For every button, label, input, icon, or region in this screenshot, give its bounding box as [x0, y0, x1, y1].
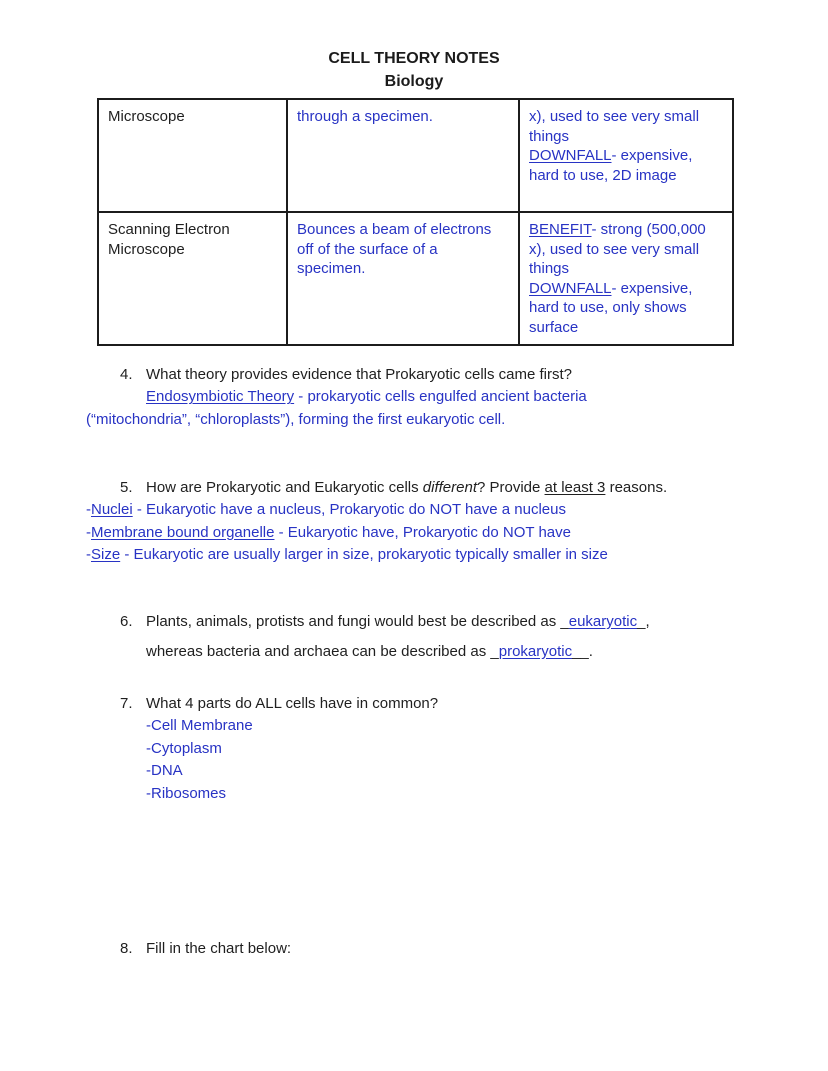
question-5-number: 5. — [120, 479, 133, 496]
table-row-microscope — [98, 99, 733, 212]
question-4-number: 4. — [120, 366, 133, 383]
question-8-text: Fill in the chart below: — [146, 940, 292, 957]
q5-answer-3 — [86, 544, 792, 566]
question-4-line — [86, 364, 792, 386]
microscope-table — [97, 98, 734, 346]
q6-line2-blank-right: __ — [572, 643, 589, 660]
q5-answer-2-dash: - — [86, 523, 91, 541]
q5-answer-1-rest: - Eukaryotic have a nucleus, Prokaryotic do NOT have a nucleus — [132, 501, 566, 519]
q4-answer-line2-text: (“mitochondria”, “chloroplasts”), forming the first eukaryotic cell. — [86, 410, 506, 428]
q5-answer-3-term: Size — [91, 546, 121, 564]
doc-title: CELL THEORY NOTES — [328, 50, 500, 67]
q6-line1-answer: eukaryotic — [568, 613, 638, 630]
q5-text-italic: different — [422, 479, 477, 496]
question-6 — [86, 607, 792, 667]
question-4-answer-line2 — [86, 409, 792, 431]
question-6-line1 — [86, 607, 792, 637]
title-block — [0, 47, 828, 93]
q6-line2-end: . — [588, 643, 593, 660]
sem-downfall-line — [529, 279, 723, 338]
cell-microscope-function — [287, 99, 519, 212]
downfall-text: - expensive, hard to use, 2D image — [529, 147, 693, 184]
q7-answer-3: -DNA — [146, 762, 183, 780]
q5-text-2: ? Provide — [476, 479, 545, 496]
question-4-answer-line1 — [86, 386, 792, 408]
question-7-line — [86, 693, 792, 715]
cell-microscope-notes — [519, 99, 733, 212]
q6-line1-blank-left: _ — [560, 613, 569, 630]
sem-benefit-line — [529, 220, 723, 279]
q5-answer-1-term: Nuclei — [91, 501, 133, 519]
doc-subtitle: Biology — [384, 73, 444, 90]
cell-sem-name — [98, 212, 287, 345]
question-8-line — [86, 938, 792, 960]
q6-line1-blank-right: _ — [637, 613, 646, 630]
q7-answer-2: -Cytoplasm — [146, 739, 222, 757]
q5-answer-1 — [86, 499, 792, 521]
q5-answer-3-dash: - — [86, 546, 91, 564]
q6-line1-end: , — [645, 613, 650, 630]
q4-answer-rest: - prokaryotic cells engulfed ancient bacteria — [294, 388, 587, 406]
q5-answer-2-rest: - Eukaryotic have, Prokaryotic do NOT have — [274, 523, 571, 541]
q7-answer-4: -Ribosomes — [146, 784, 227, 802]
q5-text-1: How are Prokaryotic and Eukaryotic cells — [146, 479, 423, 496]
sem-function-text: Bounces a beam of electrons off of the surface of a specimen. — [297, 221, 492, 277]
downfall-label: DOWNFALL — [529, 279, 612, 297]
cell-sem-function — [287, 212, 519, 345]
q6-line2-blank-left: _ — [490, 643, 499, 660]
sem-name-text: Scanning Electron Microscope — [108, 221, 230, 258]
q6-line2-text: whereas bacteria and archaea can be described as — [146, 643, 491, 660]
question-6-line2 — [86, 637, 792, 667]
cell-microscope-name — [98, 99, 287, 212]
table-row-sem — [98, 212, 733, 345]
question-7-text: What 4 parts do ALL cells have in common? — [146, 695, 439, 712]
q5-answer-3-rest: - Eukaryotic are usually larger in size, prokaryotic typically smaller in size — [120, 546, 608, 564]
q5-answer-2 — [86, 522, 792, 544]
q7-answer-1: -Cell Membrane — [146, 717, 253, 735]
question-6-number: 6. — [120, 613, 133, 630]
microscope-downfall-line — [529, 146, 723, 185]
question-4 — [86, 364, 792, 431]
question-7-number: 7. — [120, 695, 133, 712]
question-5-line — [86, 477, 792, 499]
question-8-number: 8. — [120, 940, 133, 957]
downfall-text: - expensive, hard to use, only shows surface — [529, 279, 693, 336]
microscope-name-text: Microscope — [108, 108, 185, 125]
benefit-label: BENEFIT — [529, 221, 592, 238]
q5-text-3: reasons. — [605, 479, 668, 496]
question-5 — [86, 477, 792, 567]
q4-answer-term: Endosymbiotic Theory — [146, 388, 295, 406]
q6-line1-text: Plants, animals, protists and fungi would best be described as — [146, 613, 561, 630]
microscope-function-text: through a specimen. — [297, 108, 433, 125]
microscope-benefit-carryover: x), used to see very small things — [529, 108, 700, 145]
q5-text-underlined: at least 3 — [544, 479, 606, 496]
q6-line2-answer: prokaryotic — [498, 643, 573, 660]
question-7 — [86, 693, 792, 805]
question-8 — [86, 938, 792, 960]
q5-answer-2-term: Membrane bound organelle — [91, 523, 275, 541]
cell-sem-notes — [519, 212, 733, 345]
question-4-text: What theory provides evidence that Prokaryotic cells came first? — [146, 366, 573, 383]
downfall-label: DOWNFALL — [529, 147, 612, 164]
benefit-text: - strong (500,000 x), used to see very small things — [529, 221, 706, 277]
q5-answer-1-dash: - — [86, 501, 91, 519]
